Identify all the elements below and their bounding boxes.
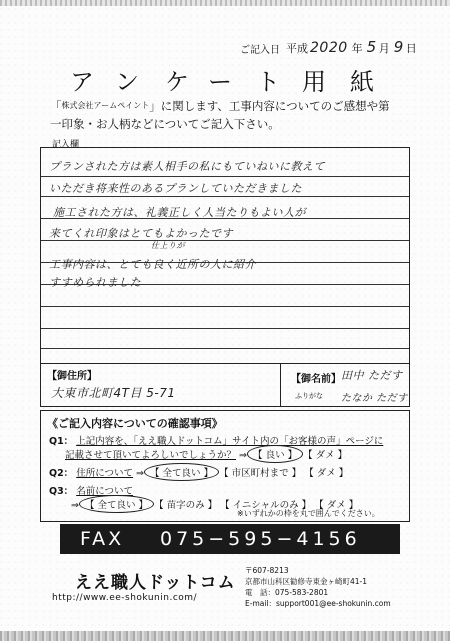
q1-line-b	[65, 447, 347, 461]
q3-option-all[interactable]: 【 全て良い 】	[79, 495, 154, 513]
confirm-note: ※いずれかの枠を丸で囲んでください。	[237, 509, 380, 518]
date-row	[240, 38, 421, 56]
q2-text: 住所について	[76, 468, 133, 479]
memo-line: 工事内容は、とても良く近所の人に紹介	[49, 258, 256, 271]
title-char: 紙	[350, 68, 378, 96]
memo-insert-note: 仕上りが	[151, 241, 185, 250]
website-link[interactable]: http://www.ee-shokunin.com/	[52, 593, 198, 603]
q3-text: 名前について	[76, 486, 133, 497]
date-day: 9	[393, 38, 404, 56]
memo-box[interactable]	[40, 147, 410, 364]
address-value[interactable]: 大東市北町4T目 5-71	[51, 386, 176, 400]
q2-option-all[interactable]: 【 全て良い 】	[144, 463, 219, 481]
date-month-unit: 月	[378, 42, 390, 55]
confirm-box	[40, 410, 410, 522]
address-label: 【御住所】	[47, 371, 97, 382]
scan-edge-bottom	[0, 631, 450, 641]
memo-line: 来てくれ印象はとてもよかったです	[49, 227, 233, 240]
title-char: ト	[256, 68, 284, 96]
confirm-title: 《ご記入内容についての確認事項》	[47, 417, 223, 430]
title-char: ー	[208, 68, 236, 96]
q2-option-city[interactable]: 【 市区町村まで 】	[219, 468, 302, 479]
date-year: 2020	[310, 40, 348, 56]
q3-option-no[interactable]: 【 ダメ 】	[314, 500, 359, 511]
intro-text: 「株式会社アームペイント」に関します、工事内容についてのご感想や第 一印象・お人柄などについてご記入下さい。	[50, 99, 390, 131]
q2-option-no[interactable]: 【 ダメ 】	[304, 468, 349, 479]
street-address: 京都市山科区勧修寺東金ヶ崎町41-1	[245, 577, 368, 586]
date-year-unit: 年	[351, 42, 363, 55]
title-char: ア	[70, 68, 98, 96]
title-char: ン	[115, 68, 143, 96]
address-box	[40, 363, 410, 407]
q1-text-a: 上記内容を、「ええ職人ドットコム」サイト内の「お客様の声」ページに	[76, 436, 384, 447]
rule-line	[41, 348, 409, 349]
phone-number: 電 話：075-583-2801	[245, 588, 329, 597]
contact-block	[245, 565, 391, 609]
name-value[interactable]: 田中 ただす	[341, 369, 403, 382]
intro-line1: 」に関します、工事内容についてのご感想や第	[149, 99, 390, 113]
q3-number: Q3：	[49, 486, 74, 497]
q1-option-good[interactable]: 【 良い 】	[247, 445, 303, 463]
memo-label: 記入欄	[52, 140, 80, 150]
date-label: ご記入日	[240, 45, 280, 56]
q3-option-initials[interactable]: 【 イニシャルのみ 】	[220, 500, 312, 511]
divider	[280, 364, 281, 406]
rule-line	[41, 328, 409, 329]
kana-label: ふりがな	[295, 392, 323, 400]
q1-number: Q1：	[49, 436, 74, 447]
rule-line	[41, 306, 409, 307]
arrow-icon: ⇒	[239, 450, 248, 461]
memo-line: いただき将来性のあるプランしていただきました	[49, 182, 302, 195]
email-address[interactable]: E-mail：support001@ee-shokunin.com	[245, 599, 391, 608]
memo-line: プランされた方は素人相手の私にもていねいに教えて	[49, 160, 325, 173]
kana-value[interactable]: たなか ただす	[341, 393, 408, 404]
q1-text-b: 記載させて頂いてよろしいでしょうか？	[65, 450, 237, 461]
name-label: 【御名前】	[291, 374, 341, 385]
arrow-icon: ⇒	[136, 468, 144, 479]
date-era: 平成	[286, 42, 308, 55]
intro-line2: 一印象・お人柄などについてご記入下さい。	[50, 117, 280, 131]
q3-option-surname[interactable]: 【 苗字のみ 】	[154, 500, 218, 511]
date-month: 5	[366, 38, 377, 56]
memo-line: 施工された方は、礼義正しく人当たりもよい人が	[53, 206, 306, 219]
fax-banner	[60, 524, 400, 554]
memo-line: すすめられました	[49, 276, 142, 289]
q1-option-no[interactable]: 【 ダメ 】	[303, 450, 348, 461]
fax-number: 075−595−4156	[160, 528, 361, 550]
arrow-icon: ⇒	[71, 500, 79, 511]
q2-number: Q2：	[49, 468, 74, 479]
title-char: 用	[302, 68, 330, 96]
title-char: ケ	[165, 68, 193, 96]
q2-line	[49, 465, 348, 479]
rule-line	[41, 196, 409, 197]
fax-label: FAX	[80, 528, 125, 550]
scan-edge-top	[0, 0, 450, 6]
q1-line-a	[49, 433, 383, 447]
postal-code: 〒607-8213	[245, 566, 289, 575]
company-name: 株式会社アームペイント	[61, 101, 150, 110]
date-day-unit: 日	[405, 42, 417, 55]
rule-line	[41, 176, 409, 177]
brand-name: ええ職人ドットコム	[75, 573, 236, 593]
